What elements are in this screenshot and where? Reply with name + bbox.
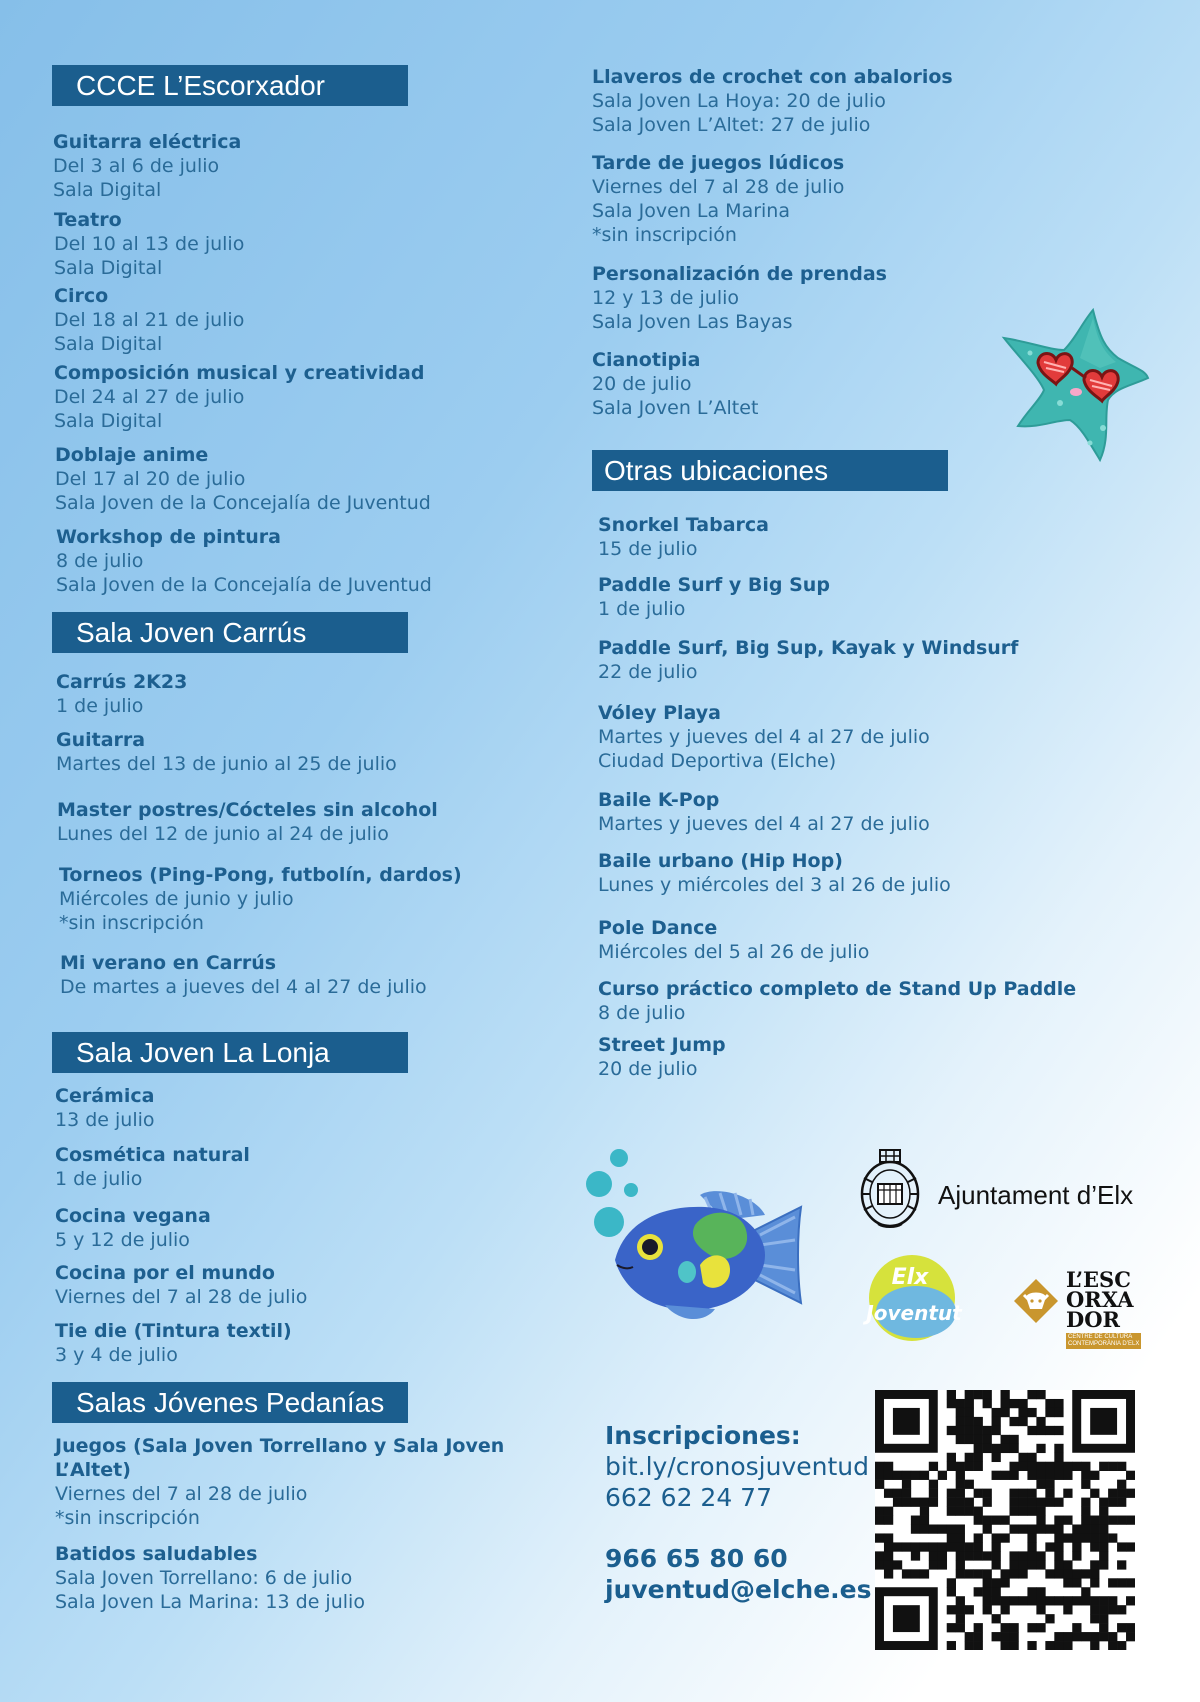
event-line: Sala Joven La Marina: 13 de julio bbox=[55, 1591, 365, 1613]
event-title: Pole Dance bbox=[598, 917, 718, 939]
event-personalizacion bbox=[592, 262, 887, 334]
event-line: Miércoles del 5 al 26 de julio bbox=[598, 941, 870, 963]
event-street-jump bbox=[598, 1033, 726, 1081]
event-line: Martes y jueves del 4 al 27 de julio bbox=[598, 813, 930, 835]
elx-joventut-line1: Elx bbox=[891, 1265, 929, 1290]
event-title: Street Jump bbox=[598, 1034, 726, 1056]
event-line: Viernes del 7 al 28 de julio bbox=[55, 1286, 308, 1308]
spacer bbox=[605, 1513, 872, 1543]
event-line: Viernes del 7 al 28 de julio bbox=[55, 1483, 308, 1505]
section-header-carrus: Sala Joven Carrús bbox=[52, 612, 408, 653]
event-master-postres bbox=[57, 798, 438, 846]
event-juegos bbox=[55, 1434, 504, 1530]
escorxador-line3: DOR bbox=[1066, 1307, 1120, 1332]
event-title: Torneos (Ping-Pong, futbolín, dardos) bbox=[59, 864, 462, 886]
event-title: Guitarra eléctrica bbox=[53, 131, 242, 153]
registration-link[interactable]: bit.ly/cronosjuventud bbox=[605, 1452, 869, 1481]
event-line: Sala Joven La Hoya: 20 de julio bbox=[592, 90, 886, 112]
coat-of-arms-icon bbox=[858, 1148, 922, 1230]
event-title: Baile urbano (Hip Hop) bbox=[598, 850, 843, 872]
event-cocina-vegana bbox=[55, 1204, 211, 1252]
event-title: Batidos saludables bbox=[55, 1543, 258, 1565]
escorxador-logo-icon bbox=[1012, 1277, 1060, 1325]
event-line: Del 17 al 20 de julio bbox=[55, 468, 246, 490]
section-header-escorxador: CCCE L’Escorxador bbox=[52, 65, 408, 106]
event-line: Sala Joven L’Altet bbox=[592, 397, 759, 419]
elx-joventut-line2: Joventut bbox=[866, 1301, 962, 1325]
event-title: Cerámica bbox=[55, 1085, 155, 1107]
event-line: 20 de julio bbox=[592, 373, 692, 395]
event-title: Master postres/Cócteles sin alcohol bbox=[57, 799, 438, 821]
event-line: Viernes del 7 al 28 de julio bbox=[592, 176, 845, 198]
elx-joventut-logo bbox=[858, 1250, 966, 1342]
event-title: Juegos (Sala Joven Torrellano y Sala Joven bbox=[55, 1435, 505, 1457]
event-pole-dance bbox=[598, 916, 869, 964]
event-line: Sala Joven L’Altet: 27 de julio bbox=[592, 114, 871, 136]
event-title: Teatro bbox=[54, 209, 122, 231]
event-tie-die bbox=[55, 1319, 292, 1367]
event-title: Llaveros de crochet con abalorios bbox=[592, 66, 953, 88]
event-snorkel bbox=[598, 513, 769, 561]
event-line: Sala Joven Torrellano: 6 de julio bbox=[55, 1567, 353, 1589]
event-line: 1 de julio bbox=[56, 695, 144, 717]
event-doblaje-anime bbox=[55, 443, 431, 515]
event-line: Sala Digital bbox=[53, 179, 162, 201]
event-composicion-musical bbox=[54, 361, 424, 433]
phone-number-2[interactable]: 966 65 80 60 bbox=[605, 1544, 788, 1573]
event-title: Composición musical y creatividad bbox=[54, 362, 425, 384]
event-line: Sala Digital bbox=[54, 410, 163, 432]
event-line: *sin inscripción bbox=[59, 912, 204, 934]
event-line: Del 3 al 6 de julio bbox=[53, 155, 220, 177]
event-title: Mi verano en Carrús bbox=[60, 952, 277, 974]
event-line: 22 de julio bbox=[598, 661, 698, 683]
event-title: Doblaje anime bbox=[55, 444, 209, 466]
event-baile-urbano bbox=[598, 849, 951, 897]
event-voley-playa bbox=[598, 701, 930, 773]
escorxador-sub1: CENTRE DE CULTURA bbox=[1068, 1334, 1133, 1340]
event-title: Paddle Surf, Big Sup, Kayak y Windsurf bbox=[598, 637, 1019, 659]
event-line: 15 de julio bbox=[598, 538, 698, 560]
section-header-lonja: Sala Joven La Lonja bbox=[52, 1032, 408, 1073]
event-line: Del 24 al 27 de julio bbox=[54, 386, 245, 408]
event-carrus-2k23 bbox=[56, 670, 187, 718]
event-title: Tarde de juegos lúdicos bbox=[592, 152, 845, 174]
event-line: 1 de julio bbox=[598, 598, 686, 620]
event-line: Sala Digital bbox=[54, 257, 163, 279]
event-title-cont: L’Altet) bbox=[55, 1459, 131, 1481]
event-paddle-kayak bbox=[598, 636, 1018, 684]
event-line: Sala Joven La Marina bbox=[592, 200, 790, 222]
fish-icon bbox=[605, 1185, 805, 1325]
event-line: Ciudad Deportiva (Elche) bbox=[598, 750, 837, 772]
event-title: Carrús 2K23 bbox=[56, 671, 188, 693]
event-line: 13 de julio bbox=[55, 1109, 155, 1131]
event-line: 8 de julio bbox=[56, 550, 144, 572]
event-title: Personalización de prendas bbox=[592, 263, 887, 285]
event-line: Del 10 al 13 de julio bbox=[54, 233, 245, 255]
event-title: Cocina por el mundo bbox=[55, 1262, 275, 1284]
event-stand-up-paddle bbox=[598, 977, 1076, 1025]
event-title: Vóley Playa bbox=[598, 702, 721, 724]
event-cianotipia bbox=[592, 348, 758, 420]
event-teatro bbox=[54, 208, 244, 280]
event-line: Sala Joven de la Concejalía de Juventud bbox=[55, 492, 431, 514]
event-torneos bbox=[59, 863, 462, 935]
event-line: Miércoles de junio y julio bbox=[59, 888, 294, 910]
event-title: Guitarra bbox=[56, 729, 146, 751]
event-line: 8 de julio bbox=[598, 1002, 686, 1024]
escorxador-sub2: CONTEMPORÀNIA D’ELX bbox=[1068, 1341, 1140, 1347]
event-line: *sin inscripción bbox=[55, 1507, 200, 1529]
event-line: 1 de julio bbox=[55, 1168, 143, 1190]
email-address[interactable]: juventud@elche.es bbox=[605, 1575, 872, 1604]
escorxador-logo-text bbox=[1066, 1267, 1134, 1332]
starfish-sunglasses-icon bbox=[1000, 308, 1150, 463]
event-title: Workshop de pintura bbox=[56, 526, 281, 548]
event-line: De martes a jueves del 4 al 27 de julio bbox=[60, 976, 427, 998]
contact-block bbox=[605, 1420, 872, 1605]
event-line: 20 de julio bbox=[598, 1058, 698, 1080]
event-line: 12 y 13 de julio bbox=[592, 287, 740, 309]
event-line: Sala Joven Las Bayas bbox=[592, 311, 793, 333]
event-title: Circo bbox=[54, 285, 109, 307]
escorxador-subtitle bbox=[1066, 1333, 1141, 1349]
event-mi-verano bbox=[60, 951, 427, 999]
event-llaveros bbox=[592, 65, 953, 137]
event-line: Sala Joven de la Concejalía de Juventud bbox=[56, 574, 432, 596]
event-batidos bbox=[55, 1542, 365, 1614]
event-baile-kpop bbox=[598, 788, 930, 836]
event-title: Baile K-Pop bbox=[598, 789, 720, 811]
event-line: Lunes del 12 de junio al 24 de julio bbox=[57, 823, 389, 845]
event-line: 5 y 12 de julio bbox=[55, 1229, 190, 1251]
event-line: 3 y 4 de julio bbox=[55, 1344, 178, 1366]
event-line: Martes del 13 de junio al 25 de julio bbox=[56, 753, 397, 775]
ajuntament-logo-text: Ajuntament d’Elx bbox=[938, 1180, 1134, 1210]
event-line: *sin inscripción bbox=[592, 224, 737, 246]
event-cocina-mundo bbox=[55, 1261, 307, 1309]
event-guitarra bbox=[56, 728, 397, 776]
event-title: Snorkel Tabarca bbox=[598, 514, 769, 536]
event-line: Sala Digital bbox=[54, 333, 163, 355]
escorxador-line2: ORXA bbox=[1066, 1287, 1134, 1312]
event-line: Martes y jueves del 4 al 27 de julio bbox=[598, 726, 930, 748]
section-header-pedanias: Salas Jóvenes Pedanías bbox=[52, 1382, 408, 1423]
event-title: Cianotipia bbox=[592, 349, 701, 371]
event-cosmetica-natural bbox=[55, 1143, 250, 1191]
escorxador-line1: L’ESC bbox=[1066, 1267, 1131, 1292]
event-title: Cosmética natural bbox=[55, 1144, 250, 1166]
inscripciones-heading: Inscripciones: bbox=[605, 1421, 801, 1450]
event-title: Cocina vegana bbox=[55, 1205, 211, 1227]
event-circo bbox=[54, 284, 244, 356]
event-title: Paddle Surf y Big Sup bbox=[598, 574, 830, 596]
event-title: Tie die (Tintura textil) bbox=[55, 1320, 292, 1342]
event-guitarra-electrica bbox=[53, 130, 241, 202]
event-paddle-surf bbox=[598, 573, 830, 621]
event-tarde-juegos bbox=[592, 151, 844, 247]
qr-code-icon[interactable] bbox=[875, 1390, 1135, 1650]
event-title: Curso práctico completo de Stand Up Paddle bbox=[598, 978, 1077, 1000]
section-header-otras: Otras ubicaciones bbox=[592, 450, 948, 491]
phone-number-1[interactable]: 662 62 24 77 bbox=[605, 1483, 772, 1512]
event-line: Del 18 al 21 de julio bbox=[54, 309, 245, 331]
event-ceramica bbox=[55, 1084, 155, 1132]
event-workshop-pintura bbox=[56, 525, 432, 597]
event-line: Lunes y miércoles del 3 al 26 de julio bbox=[598, 874, 951, 896]
